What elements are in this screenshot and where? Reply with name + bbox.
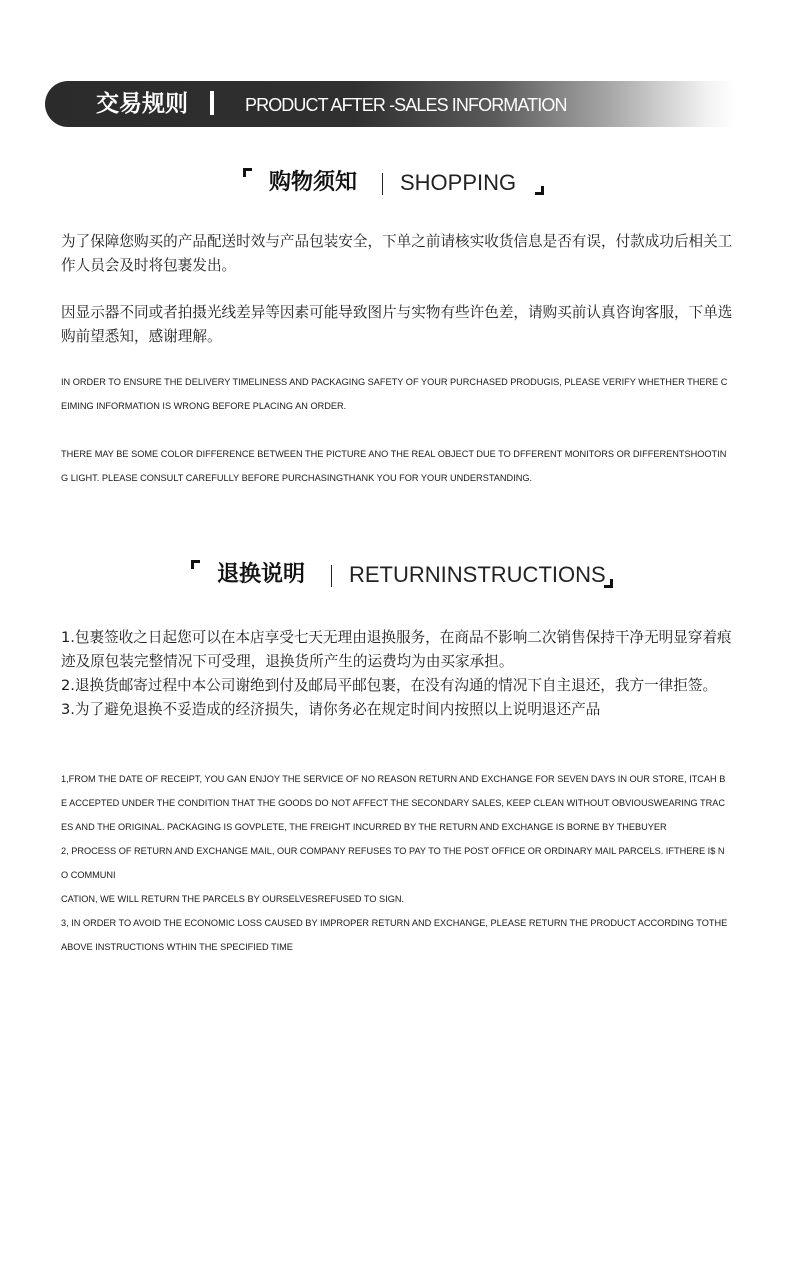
- shopping-paragraph-1-en: IN ORDER TO ENSURE THE DELIVERY TIMELINESS AND PACKAGING SAFETY OF YOUR PURCHASED PRODUGIS, PLEASE VERIFY WHETHER THERE CEIMING INFORMATION IS WRONG BEFORE PLACING AN ORDER.: [61, 377, 728, 411]
- returns-item-1-en: 1,FROM THE DATE OF RECEIPT, YOU GAN ENJOY THE SERVICE OF NO REASON RETURN AND EXCHANGE FOR SEVEN DAYS IN OUR STORE, ITCAH BE ACCEPTED UNDER THE CONDITION THAT THE GOODS DO NOT AFFECT THE SECONDARY SALES, KEEP CLEAN WITHOUT OBVIOUSWEARING TRACES AND THE ORIGINAL. PACKAGING IS GOVPLETE, THE FREIGHT INCURRED BY THE RETURN AND EXCHANGE IS BORNE BY THEBUYER: [61, 774, 726, 832]
- returns-item-2-cn: 2.退换货邮寄过程中本公司谢绝到付及邮局平邮包裹，在没有沟通的情况下自主退还，我方一律拒签。: [61, 677, 718, 694]
- corner-bracket-top-left: [243, 168, 252, 177]
- returns-item-1-cn: 1.包裹签收之日起您可以在本店享受七天无理由退换服务，在商品不影响二次销售保持干净无明显穿着痕迹及原包装完整情况下可受理，退换货所产生的运费均为由买家承担。: [61, 629, 732, 670]
- returns-title-en: RETURNINSTRUCTIONS: [349, 562, 606, 587]
- shopping-section-title: [243, 168, 545, 208]
- corner-bracket-top-left: [191, 560, 200, 569]
- returns-item-2-en-part-2: CATION, WE WILL RETURN THE PARCELS BY OURSELVESREFUSED TO SIGN.: [61, 894, 405, 904]
- returns-item-3-en: 3, IN ORDER TO AVOID THE ECONOMIC LOSS CAUSED BY IMPROPER RETURN AND EXCHANGE, PLEASE RETURN THE PRODUCT ACCORDING TOTHE ABOVE INSTRUCTIONS WTHIN THE SPECIFIED TIME: [61, 918, 728, 952]
- returns-section-title: [191, 560, 614, 600]
- returns-list-cn: [61, 626, 733, 722]
- corner-bracket-bottom-right: [535, 186, 544, 195]
- corner-bracket-bottom-right: [604, 579, 613, 588]
- header-banner: [45, 81, 735, 127]
- banner-title-en: PRODUCT AFTER -SALES INFORMATION: [245, 95, 567, 115]
- title-divider: [331, 565, 332, 587]
- shopping-paragraph-2-cn: 因显示器不同或者拍摄光线差异等因素可能导致图片与实物有些许色差，请购买前认真咨询客服，下单选购前望悉知，感谢理解。: [61, 304, 733, 345]
- title-divider: [382, 173, 383, 195]
- returns-item-3-cn: 3.为了避免退换不妥造成的经济损失，请你务必在规定时间内按照以上说明退还产品: [61, 701, 601, 718]
- banner-separator: [210, 91, 214, 115]
- shopping-paragraph-2-en: THERE MAY BE SOME COLOR DIFFERENCE BETWEEN THE PICTURE ANO THE REAL OBJECT DUE TO DFFERENT MONITORS OR DIFFERENTSHOOTING LIGHT. PLEASE CONSULT CAREFULLY BEFORE PURCHASINGTHANK YOU FOR YOUR UNDERSTANDING.: [61, 449, 727, 483]
- returns-title-cn: 退换说明: [217, 562, 306, 587]
- shopping-title-cn: 购物须知: [269, 170, 358, 195]
- shopping-paragraph-1-cn: 为了保障您购买的产品配送时效与产品包装安全，下单之前请核实收货信息是否有误，付款成功后相关工作人员会及时将包裹发出。: [61, 233, 733, 274]
- shopping-title-en: SHOPPING: [400, 170, 517, 195]
- banner-title-cn: 交易规则: [96, 91, 188, 117]
- returns-item-2-en-part-1: 2, PROCESS OF RETURN AND EXCHANGE MAIL, OUR COMPANY REFUSES TO PAY TO THE POST OFFICE OR ORDINARY MAIL PARCELS. IFTHERE I$ NO COMMUNI: [61, 846, 725, 880]
